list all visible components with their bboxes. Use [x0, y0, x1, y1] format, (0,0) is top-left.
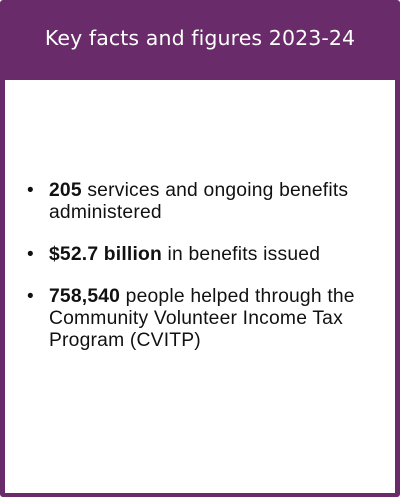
fact-description: in benefits issued	[161, 244, 321, 265]
fact-text	[49, 180, 372, 224]
fact-item	[27, 180, 372, 224]
fact-text	[49, 244, 372, 266]
fact-item	[27, 244, 372, 266]
card-header	[0, 0, 400, 78]
fact-text	[49, 286, 372, 352]
bullet-icon: •	[27, 180, 34, 201]
facts-list	[27, 180, 372, 372]
fact-description: services and ongoing benefits administered	[49, 180, 349, 223]
fact-highlight: 205	[49, 180, 82, 201]
fact-item	[27, 286, 372, 352]
card-body	[5, 80, 395, 493]
fact-description: people helped through the Community Volunteer Income Tax Program (CVITP)	[49, 286, 355, 351]
card-title: Key facts and figures 2023-24	[44, 26, 356, 50]
fact-highlight: 758,540	[49, 286, 121, 307]
fact-highlight: $52.7 billion	[49, 244, 162, 265]
bullet-icon: •	[27, 244, 34, 265]
bullet-icon: •	[27, 286, 34, 307]
